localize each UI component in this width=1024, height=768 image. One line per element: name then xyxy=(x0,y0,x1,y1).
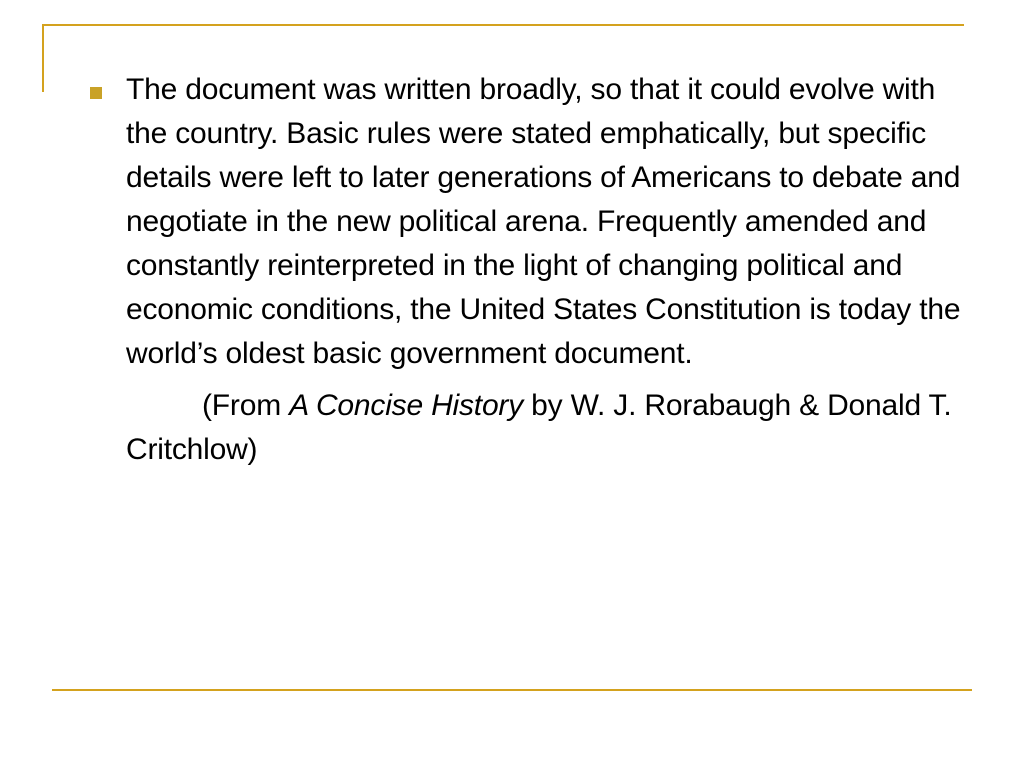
bullet-text: The document was written broadly, so that it could evolve with the country. Basic rules were stated emphatically, but specific details were left to later generations of Americans to debate and negotiate in the new political arena. Frequently amended and constantly reinterpreted in the light of changing political and economic conditions, the United States Constitution is today the world’s oldest basic government document. xyxy=(126,73,961,370)
left-rule xyxy=(42,24,44,92)
citation xyxy=(126,384,978,472)
top-rule xyxy=(42,24,964,26)
citation-book-title: A Concise History xyxy=(289,389,524,422)
square-bullet-icon xyxy=(90,87,102,99)
slide-content xyxy=(88,68,978,472)
bottom-rule xyxy=(52,689,972,691)
citation-suffix: by W. J. Rorabaugh & Donald T. Critchlow) xyxy=(126,389,952,466)
citation-prefix: (From xyxy=(202,389,290,422)
bullet-item xyxy=(88,68,978,376)
